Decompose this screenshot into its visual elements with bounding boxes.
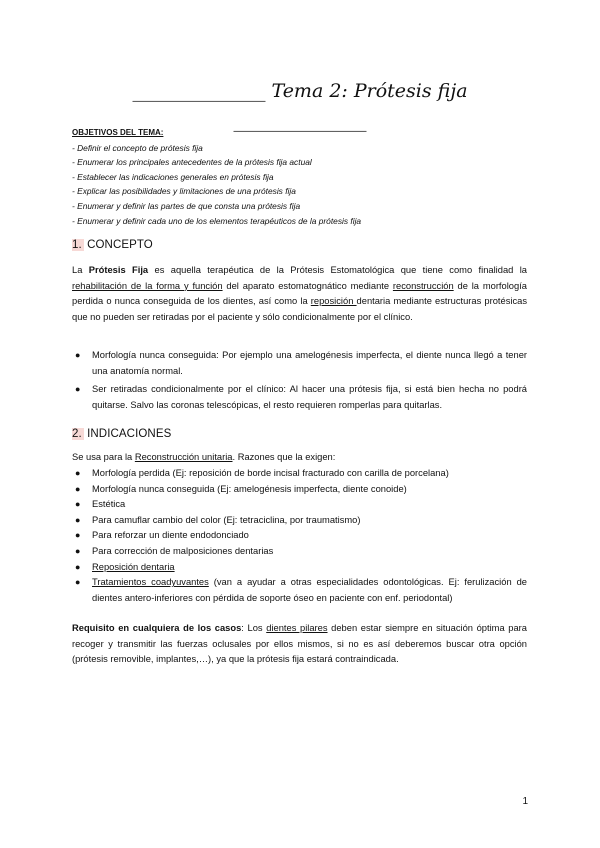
bullet-icon: ● bbox=[75, 350, 81, 360]
list-item: ● Tratamientos coadyuvantes (van a ayudar a otras especialidades odontológicas. Ej: ferulización de dientes antero-inferiores con pérdida de soporte óseo en paciente con enf. periodontal) bbox=[75, 577, 527, 603]
underlined-term: rehabilitación de la forma y función bbox=[72, 280, 223, 291]
underlined-term: reposición bbox=[310, 296, 357, 307]
objective-item: - Enumerar y definir cada uno de los elementos terapéuticos de la prótesis fija bbox=[72, 215, 362, 226]
bullet-icon: ● bbox=[75, 561, 81, 572]
section-title: INDICACIONES bbox=[87, 428, 172, 440]
section-title: CONCEPTO bbox=[87, 239, 153, 251]
objective-item: - Enumerar y definir las partes de que consta una prótesis fija bbox=[72, 200, 301, 211]
objectives-heading: OBJETIVOS DEL TEMA: bbox=[72, 128, 164, 137]
bullet-icon: ● bbox=[75, 514, 81, 525]
bullet-icon: ● bbox=[75, 530, 81, 541]
list-item: ● Morfología nunca conseguida: Por ejemplo una amelogénesis imperfecta, el diente nunca llegó a tener una anatomía normal. bbox=[75, 350, 527, 376]
objective-item: - Establecer las indicaciones generales en prótesis fija bbox=[72, 171, 274, 182]
section-number: 1. bbox=[72, 239, 82, 251]
page-title: ______________ Tema 2: Prótesis fija ______________ bbox=[132, 80, 468, 132]
objective-item: - Definir el concepto de prótesis fija bbox=[72, 142, 203, 153]
indications-intro: Se usa para la Reconstrucción unitaria. Razones que la exigen: bbox=[72, 452, 336, 462]
term-protesis-fija: Prótesis Fija bbox=[88, 265, 149, 275]
section-number: 2. bbox=[72, 428, 82, 440]
bullet-icon: ● bbox=[75, 483, 81, 494]
list-item: ● Para reforzar un diente endodonciado bbox=[72, 528, 527, 544]
bullet-icon: ● bbox=[75, 468, 81, 478]
page-number: 1 bbox=[522, 796, 528, 807]
indications-bullet-list bbox=[72, 466, 527, 606]
objectives-block bbox=[72, 126, 532, 228]
list-item: ● Para corrección de malposiciones dentarias bbox=[72, 544, 527, 560]
objective-item: - Enumerar los principales antecedentes de la prótesis fija actual bbox=[72, 157, 312, 168]
bullet-icon: ● bbox=[75, 499, 81, 510]
concept-paragraph: La Prótesis Fija es aquella terapéutica de la Prótesis Estomatológica que tiene como finalidad la rehabilitación de la forma y función del aparato estomatognático mediante reconstrucción de la morfología perdida o nunca conseguida de los dientes, así como la reposición dentaria mediante estructuras protésicas que no pueden ser retiradas por el paciente y sólo condicionalmente por el clínico. bbox=[72, 265, 528, 322]
bullet-icon: ● bbox=[75, 384, 81, 395]
objective-item: - Explicar las posibilidades y limitaciones de una prótesis fija bbox=[72, 186, 296, 197]
requirement-label: Requisito en cualquiera de los casos bbox=[72, 623, 242, 633]
list-item: ● Ser retiradas condicionalmente por el clínico: Al hacer una prótesis fija, si está bien hecha no podrá quitarse. Salvo las coronas telescópicas, el resto requieren romperlas para quitarlas. bbox=[75, 384, 527, 410]
bullet-icon: ● bbox=[75, 545, 81, 556]
concept-bullet-list bbox=[72, 348, 527, 413]
list-item: ● Para camuflar cambio del color (Ej: tetraciclina, por traumatismo) bbox=[72, 513, 527, 529]
section-heading-indicaciones bbox=[72, 428, 171, 440]
list-item: ● Morfología perdida (Ej: reposición de borde incisal fracturado con carilla de porcelana) bbox=[72, 466, 527, 482]
list-item: ● Estética bbox=[72, 497, 527, 513]
bullet-icon: ● bbox=[75, 577, 81, 588]
underlined-term: reconstrucción bbox=[392, 280, 454, 291]
underlined-term: Reconstrucción unitaria bbox=[134, 452, 233, 462]
requirement-paragraph: Requisito en cualquiera de los casos: Los dientes pilares deben estar siempre en situación óptima para recoger y transmitir las fuerzas oclusales por ellos mismos, si no es así deberemos buscar otra opción (prótesis removible, implantes,…), ya que la prótesis fija estará contraindicada. bbox=[72, 623, 527, 665]
underlined-term: Tratamientos coadyuvantes bbox=[92, 577, 209, 588]
list-item: ● Morfología nunca conseguida (Ej: amelogénesis imperfecta, diente conoide) bbox=[72, 482, 527, 498]
section-heading-concepto bbox=[72, 239, 153, 251]
list-item: ● Reposición dentaria bbox=[72, 560, 527, 576]
underlined-term: dientes pilares bbox=[266, 623, 328, 633]
